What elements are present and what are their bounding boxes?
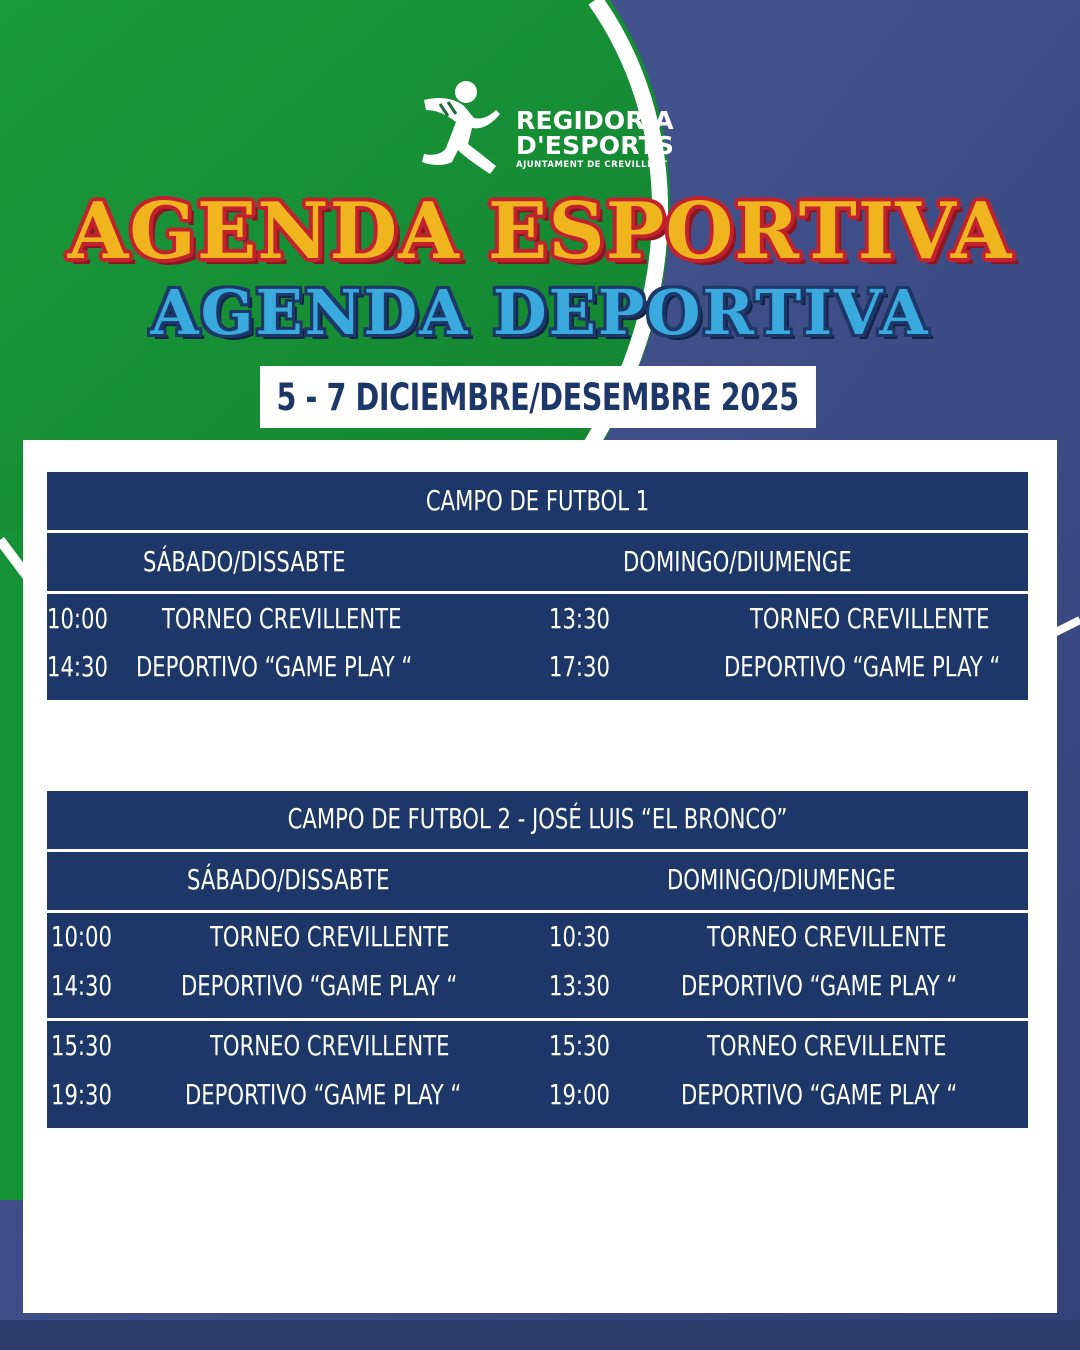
day-header-row — [47, 852, 1028, 910]
schedule-block — [47, 1021, 1028, 1128]
slot-time: 10:00 — [51, 920, 112, 953]
slot-time: 17:30 — [549, 650, 610, 683]
slot-time: 13:30 — [549, 969, 610, 1002]
slot-time: 19:00 — [549, 1078, 610, 1111]
day-header-row — [47, 533, 1028, 591]
runner-icon — [412, 78, 512, 183]
slot-event: DEPORTIVO “GAME PLAY “ — [185, 1078, 462, 1111]
slot-time: 14:30 — [51, 969, 112, 1002]
slot-event: TORNEO CREVILLENTE — [162, 602, 402, 635]
slot-time: 15:30 — [549, 1029, 610, 1062]
slot-time: 10:30 — [549, 920, 610, 953]
slot-event: TORNEO CREVILLENTE — [707, 920, 947, 953]
venue-header — [47, 791, 1028, 849]
title-deportiva: AGENDA DEPORTIVA — [150, 276, 930, 349]
slot-event: TORNEO CREVILLENTE — [750, 602, 990, 635]
schedule-block — [47, 594, 1028, 700]
slot-event: TORNEO CREVILLENTE — [210, 1029, 450, 1062]
day-label-sunday: DOMINGO/DIUMENGE — [623, 545, 852, 578]
slot-time: 19:30 — [51, 1078, 112, 1111]
logo-line-3: AJUNTAMENT DE CREVILLENT — [516, 160, 668, 170]
logo-wordmark — [516, 108, 674, 170]
regidoria-esports-logo — [412, 78, 675, 183]
slot-event: TORNEO CREVILLENTE — [707, 1029, 947, 1062]
slot-event: TORNEO CREVILLENTE — [210, 920, 450, 953]
logo-line-2: D'ESPORTS — [516, 131, 675, 160]
slot-time: 10:00 — [47, 602, 108, 635]
date-range: 5 - 7 DICIEMBRE/DESEMBRE 2025 — [276, 375, 800, 419]
logo-line-1: REGIDORIA — [516, 106, 674, 135]
slot-event: DEPORTIVO “GAME PLAY “ — [181, 969, 458, 1002]
date-banner — [260, 366, 816, 428]
slot-time: 15:30 — [51, 1029, 112, 1062]
venue-name: CAMPO DE FUTBOL 1 — [425, 484, 650, 517]
slot-event: DEPORTIVO “GAME PLAY “ — [681, 1078, 958, 1111]
day-label-saturday: SÁBADO/DISSABTE — [187, 863, 390, 896]
slot-time: 14:30 — [47, 650, 108, 683]
day-label-saturday: SÁBADO/DISSABTE — [143, 545, 346, 578]
slot-time: 13:30 — [549, 602, 610, 635]
schedule-block — [47, 913, 1028, 1018]
slot-event: DEPORTIVO “GAME PLAY “ — [136, 650, 413, 683]
day-label-sunday: DOMINGO/DIUMENGE — [667, 863, 896, 896]
slot-event: DEPORTIVO “GAME PLAY “ — [724, 650, 1001, 683]
title-esportiva: AGENDA ESPORTIVA — [67, 186, 1013, 277]
venue-name: CAMPO DE FUTBOL 2 - JOSÉ LUIS “EL BRONCO” — [287, 802, 788, 835]
venue-header — [47, 472, 1028, 530]
slot-event: DEPORTIVO “GAME PLAY “ — [681, 969, 958, 1002]
